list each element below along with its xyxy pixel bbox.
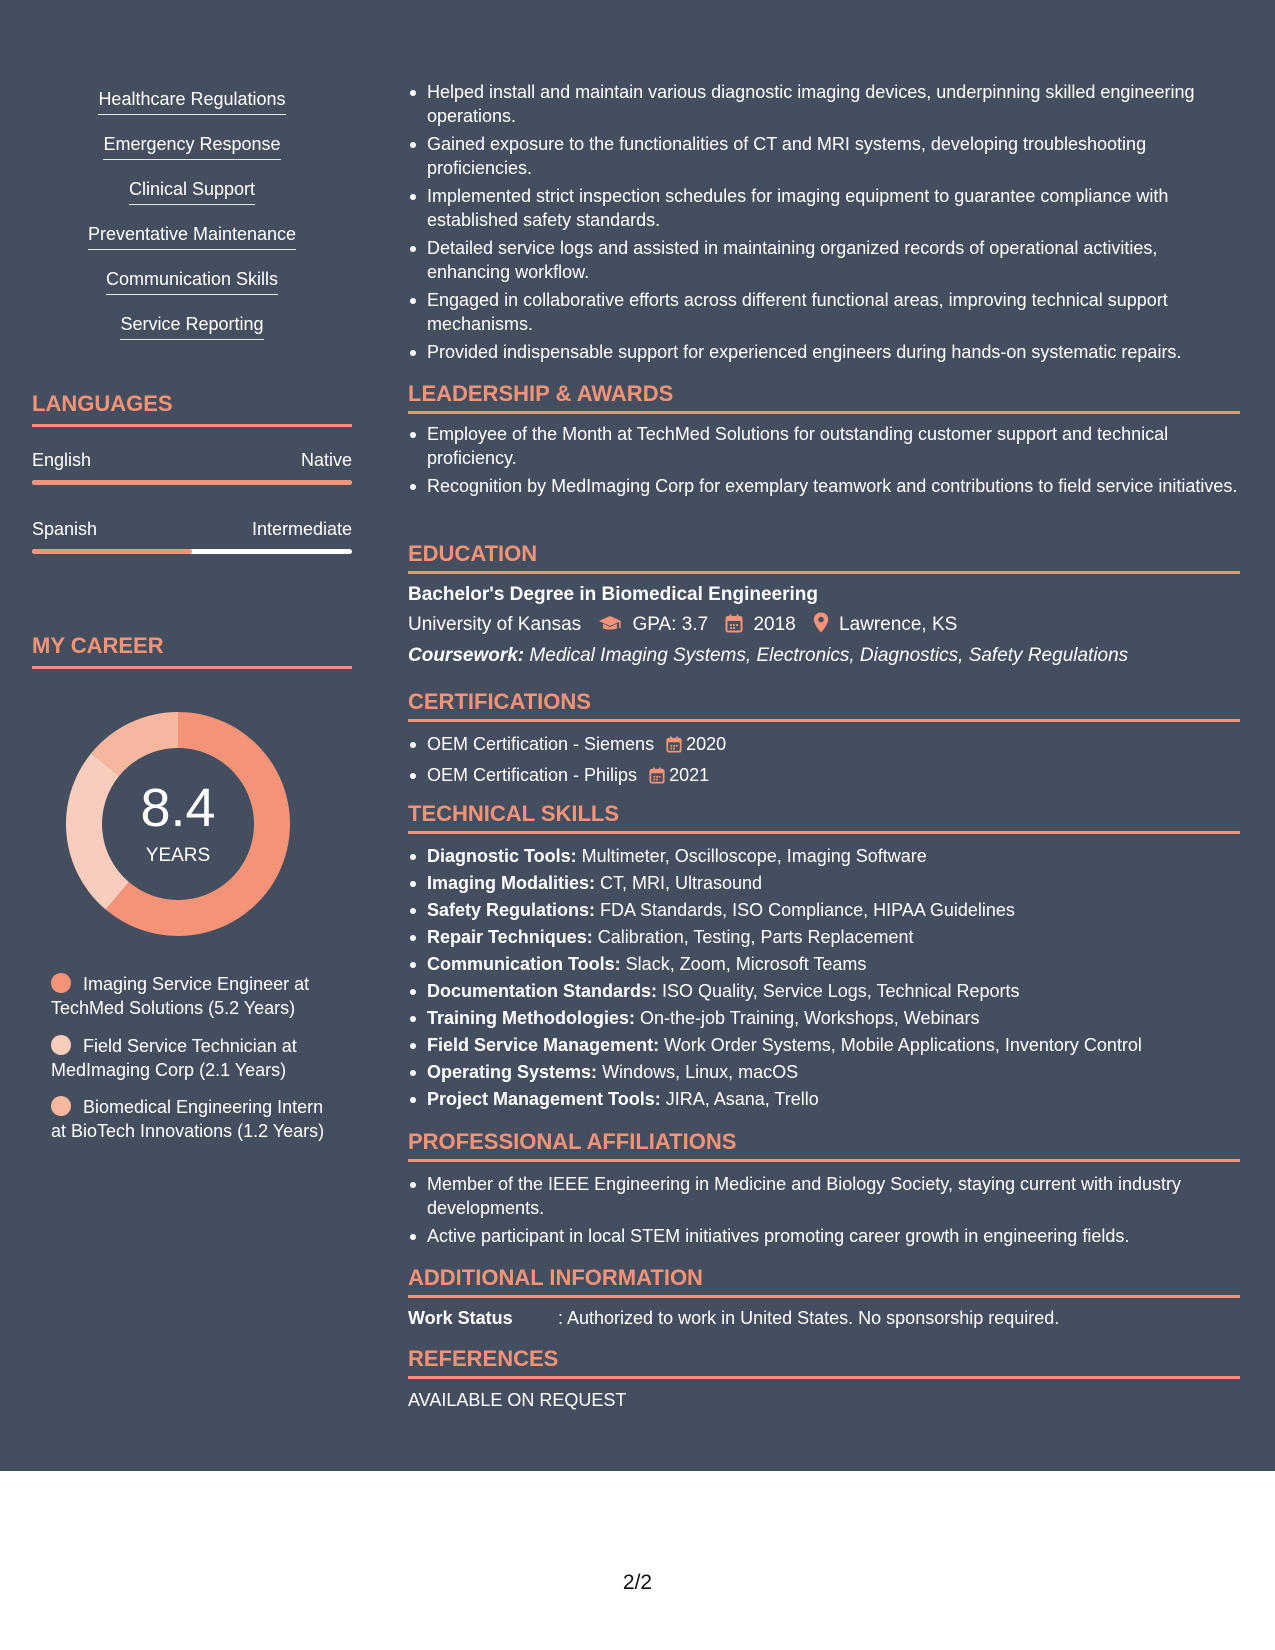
language-level: Native [300, 450, 352, 470]
skill-label: Healthcare Regulations [98, 87, 285, 115]
certification-year: 2021 [669, 765, 710, 785]
skill-category: Communication Tools: [427, 954, 621, 974]
work-status-row [408, 1306, 1059, 1330]
language-row [32, 518, 352, 540]
calendar-icon [666, 735, 682, 759]
skill-tag [32, 177, 352, 205]
leadership-bullets [408, 422, 1240, 502]
education-heading: EDUCATION [408, 540, 1240, 574]
list-item: Recognition by MedImaging Corp for exemplary teamwork and contributions to field service initiatives. [408, 474, 1240, 498]
list-item [408, 898, 1240, 922]
graduation-cap-icon [598, 615, 622, 641]
calendar-icon [649, 766, 665, 790]
skill-values: ISO Quality, Service Logs, Technical Reports [657, 981, 1020, 1001]
skill-category: Repair Techniques: [427, 927, 593, 947]
legend-dot-icon [51, 973, 71, 993]
list-item [408, 952, 1240, 976]
list-item: Active participant in local STEM initiatives promoting career growth in engineering fields. [408, 1224, 1240, 1248]
skill-category: Project Management Tools: [427, 1089, 661, 1109]
leadership-heading: LEADERSHIP & AWARDS [408, 380, 1240, 414]
list-item [408, 925, 1240, 949]
references-text: AVAILABLE ON REQUEST [408, 1390, 627, 1410]
career-total-unit: YEARS [145, 845, 211, 866]
skill-label: Clinical Support [129, 177, 255, 205]
career-legend-item [51, 1095, 341, 1143]
list-item [408, 1087, 1240, 1111]
skill-values: Work Order Systems, Mobile Applications, Inventory Control [659, 1035, 1142, 1055]
skill-tag [32, 87, 352, 115]
technical-skills-list [408, 844, 1240, 1114]
list-item [408, 844, 1240, 868]
list-item [408, 732, 1240, 759]
skill-label: Service Reporting [120, 312, 263, 340]
graduation-year: 2018 [753, 614, 796, 635]
career-heading: MY CAREER [32, 632, 352, 669]
list-item [408, 979, 1240, 1003]
calendar-icon [725, 614, 743, 641]
career-legend-label: Imaging Service Engineer at TechMed Solutions (5.2 Years) [51, 974, 310, 1018]
career-legend-label: Field Service Technician at MedImaging Corp (2.1 Years) [51, 1036, 297, 1080]
list-item [408, 1060, 1240, 1084]
certification-name: OEM Certification - Siemens [427, 734, 655, 754]
skill-tag [32, 222, 352, 250]
list-item: Provided indispensable support for experienced engineers during hands-on systematic repairs. [408, 340, 1240, 364]
skill-values: Calibration, Testing, Parts Replacement [592, 927, 914, 947]
certifications-heading: CERTIFICATIONS [408, 688, 1240, 722]
list-item [408, 1006, 1240, 1030]
certifications-list [408, 732, 1240, 794]
language-proficiency-fill [32, 480, 352, 485]
legend-dot-icon [51, 1096, 71, 1116]
references-heading: REFERENCES [408, 1345, 1240, 1379]
work-status-label: Work Status [408, 1308, 513, 1328]
degree-title: Bachelor's Degree in Biomedical Engineering [408, 584, 818, 605]
languages-heading: LANGUAGES [32, 390, 352, 427]
certification-name: OEM Certification - Philips [427, 765, 638, 785]
skill-tag [32, 267, 352, 295]
certification-year: 2020 [686, 734, 727, 754]
skill-values: JIRA, Asana, Trello [660, 1089, 819, 1109]
skill-values: FDA Standards, ISO Compliance, HIPAA Guidelines [595, 900, 1015, 920]
skill-tag [32, 132, 352, 160]
page-number: 2/2 [622, 1571, 653, 1594]
skill-values: Windows, Linux, macOS [597, 1062, 799, 1082]
career-legend-label: Biomedical Engineering Intern at BioTech Innovations (1.2 Years) [51, 1097, 325, 1141]
list-item: Employee of the Month at TechMed Solutions for outstanding customer support and technical proficiency. [408, 422, 1240, 470]
work-status-value: : Authorized to work in United States. No sponsorship required. [558, 1308, 1060, 1328]
school-location: Lawrence, KS [839, 614, 958, 635]
skill-label: Preventative Maintenance [88, 222, 296, 250]
skill-values: CT, MRI, Ultrasound [595, 873, 763, 893]
skill-tag [32, 312, 352, 340]
language-proficiency-fill [32, 549, 192, 554]
legend-dot-icon [51, 1035, 71, 1055]
career-legend-item [51, 972, 341, 1020]
skill-label: Communication Skills [106, 267, 278, 295]
education-details [408, 612, 957, 641]
list-item: Gained exposure to the functionalities of CT and MRI systems, developing troubleshooting proficiencies. [408, 132, 1240, 180]
skill-label: Emergency Response [103, 132, 280, 160]
language-row [32, 449, 352, 471]
skill-values: Slack, Zoom, Microsoft Teams [620, 954, 867, 974]
career-total-value: 8.4 [140, 778, 216, 838]
map-pin-icon [813, 612, 829, 641]
language-proficiency-bar [32, 549, 352, 554]
coursework [408, 643, 1128, 669]
skill-category: Safety Regulations: [427, 900, 596, 920]
skill-values: Multimeter, Oscilloscope, Imaging Software [576, 846, 927, 866]
language-proficiency-bar [32, 480, 352, 485]
skill-category: Documentation Standards: [427, 981, 658, 1001]
coursework-label: Coursework: [408, 645, 525, 666]
skill-category: Imaging Modalities: [427, 873, 596, 893]
affiliations-heading: PROFESSIONAL AFFILIATIONS [408, 1128, 1240, 1162]
career-legend-item [51, 1034, 341, 1082]
list-item: Detailed service logs and assisted in maintaining organized records of operational activities, enhancing workflow. [408, 236, 1240, 284]
skill-category: Operating Systems: [427, 1062, 598, 1082]
list-item: Engaged in collaborative efforts across different functional areas, improving technical support mechanisms. [408, 288, 1240, 336]
additional-info-heading: ADDITIONAL INFORMATION [408, 1264, 1240, 1298]
language-level: Intermediate [251, 519, 352, 539]
language-name: Spanish [32, 519, 98, 539]
list-item [408, 763, 1240, 790]
skill-category: Field Service Management: [427, 1035, 660, 1055]
list-item: Member of the IEEE Engineering in Medicine and Biology Society, staying current with industry developments. [408, 1172, 1240, 1220]
skill-category: Diagnostic Tools: [427, 846, 577, 866]
list-item [408, 871, 1240, 895]
experience-bullets [408, 80, 1240, 368]
language-name: English [32, 450, 92, 470]
list-item: Helped install and maintain various diagnostic imaging devices, underpinning skilled engineering operations. [408, 80, 1240, 128]
skill-category: Training Methodologies: [427, 1008, 635, 1028]
affiliations-list [408, 1172, 1240, 1252]
gpa: GPA: 3.7 [632, 614, 709, 635]
technical-skills-heading: TECHNICAL SKILLS [408, 800, 1240, 834]
skill-values: On-the-job Training, Workshops, Webinars [635, 1008, 980, 1028]
list-item [408, 1033, 1240, 1057]
coursework-list: Medical Imaging Systems, Electronics, Diagnostics, Safety Regulations [524, 645, 1129, 666]
list-item: Implemented strict inspection schedules for imaging equipment to guarantee compliance with established safety standards. [408, 184, 1240, 232]
school-name: University of Kansas [408, 614, 582, 635]
